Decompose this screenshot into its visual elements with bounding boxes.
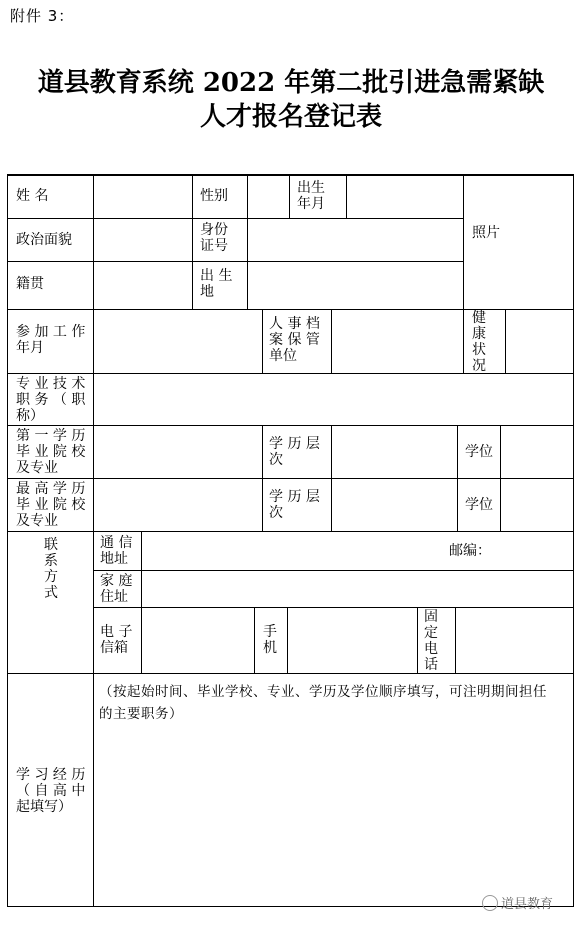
table-line (346, 174, 347, 219)
birthplace-label-line1: 出 生 (200, 268, 233, 284)
archive-unit-label-line3: 单位 (269, 348, 297, 364)
table-line (417, 607, 418, 674)
table-line (331, 425, 332, 532)
first-education-label-line3: 及专业 (16, 460, 58, 476)
photo-label: 照片 (472, 225, 500, 241)
education-level-2-label-line1: 学 历 层 (269, 489, 320, 505)
study-history-label-line1: 学 习 经 历 (16, 767, 86, 783)
landline-label-line2: 定 (424, 625, 438, 641)
landline-label-line4: 话 (424, 657, 438, 673)
table-line (93, 607, 574, 608)
table-line (262, 425, 263, 532)
highest-education-label-line2: 毕 业 院 校 (16, 497, 86, 513)
contact-label-line3: 方 (44, 569, 58, 585)
table-line (331, 309, 332, 374)
gender-label: 性别 (200, 188, 228, 204)
professional-title-label-line1: 专 业 技 术 (16, 376, 86, 392)
id-number-label-line2: 证号 (200, 238, 228, 254)
first-education-label-line2: 毕 业 院 校 (16, 444, 86, 460)
education-level-label-line2: 次 (269, 452, 283, 468)
contact-label-line4: 式 (44, 585, 58, 601)
study-history-label-line3: 起填写） (16, 799, 72, 815)
table-line (262, 309, 263, 374)
health-label-line1: 健 (472, 310, 486, 326)
health-label-line3: 状 (472, 342, 486, 358)
table-line (287, 607, 288, 674)
contact-label-line1: 联 (44, 537, 58, 553)
watermark-text: 道县教育 (501, 897, 554, 912)
table-line (505, 309, 506, 374)
table-line (457, 425, 458, 532)
form-title-line2: 人才报名登记表 (199, 102, 382, 132)
form-title-line1: 道县教育系统 2022 年第二批引进急需紧缺 (37, 68, 545, 98)
table-line (455, 607, 456, 674)
native-place-label: 籍贯 (16, 276, 44, 292)
id-number-label-line1: 身份 (200, 222, 228, 238)
archive-unit-label-line2: 案 保 管 (269, 332, 320, 348)
mailing-address-label-line1: 通 信 (100, 535, 133, 551)
attachment-label: 附件 3： (10, 7, 75, 25)
birthplace-label-line2: 地 (200, 284, 214, 300)
work-start-label-line1: 参 加 工 作 (16, 324, 86, 340)
highest-education-label-line3: 及专业 (16, 513, 58, 529)
table-line (7, 261, 463, 262)
wechat-icon (482, 895, 498, 911)
health-label-line2: 康 (472, 326, 486, 342)
health-label-line4: 况 (472, 358, 486, 374)
highest-education-label-line1: 最 高 学 历 (16, 481, 86, 497)
birth-date-label-line2: 年月 (297, 196, 325, 212)
contact-label-line2: 系 (44, 553, 58, 569)
study-history-note-line2: 的主要职务） (99, 706, 183, 722)
mobile-label-line2: 机 (263, 640, 277, 656)
table-line (573, 174, 574, 907)
landline-label-line1: 固 (424, 609, 438, 625)
education-level-label-line1: 学 历 层 (269, 436, 320, 452)
name-label: 姓 名 (16, 188, 49, 204)
landline-label-line3: 电 (424, 641, 438, 657)
professional-title-label-line3: 称） (16, 408, 44, 424)
watermark (482, 893, 553, 912)
study-history-note-line1: （按起始时间、毕业学校、专业、学历及学位顺序填写，可注明期间担任 (99, 684, 547, 700)
table-line (463, 174, 464, 374)
degree-2-label: 学位 (465, 497, 493, 513)
first-education-label-line1: 第 一 学 历 (16, 428, 86, 444)
mobile-label-line1: 手 (263, 624, 277, 640)
archive-unit-label-line1: 人 事 档 (269, 316, 320, 332)
political-status-label: 政治面貌 (16, 232, 72, 248)
table-line (254, 607, 255, 674)
table-line (141, 531, 142, 674)
work-start-label-line2: 年月 (16, 340, 44, 356)
table-line (93, 174, 94, 907)
email-label-line1: 电 子 (100, 624, 133, 640)
postcode-label: 邮编： (449, 543, 491, 559)
table-line (93, 570, 574, 571)
professional-title-label-line2: 职 务 （ 职 (16, 392, 86, 408)
degree-label: 学位 (465, 444, 493, 460)
birth-date-label-line1: 出生 (297, 180, 325, 196)
home-address-label-line1: 家 庭 (100, 573, 133, 589)
email-label-line2: 信箱 (100, 640, 128, 656)
table-line (247, 174, 248, 310)
education-level-2-label-line2: 次 (269, 505, 283, 521)
table-line (500, 425, 501, 532)
table-line (7, 218, 463, 219)
mailing-address-label-line2: 地址 (100, 551, 128, 567)
study-history-label-line2: （ 自 高 中 (16, 783, 86, 799)
table-line (289, 174, 290, 219)
table-line (7, 174, 8, 907)
table-line (192, 174, 193, 310)
home-address-label-line2: 住址 (100, 589, 128, 605)
